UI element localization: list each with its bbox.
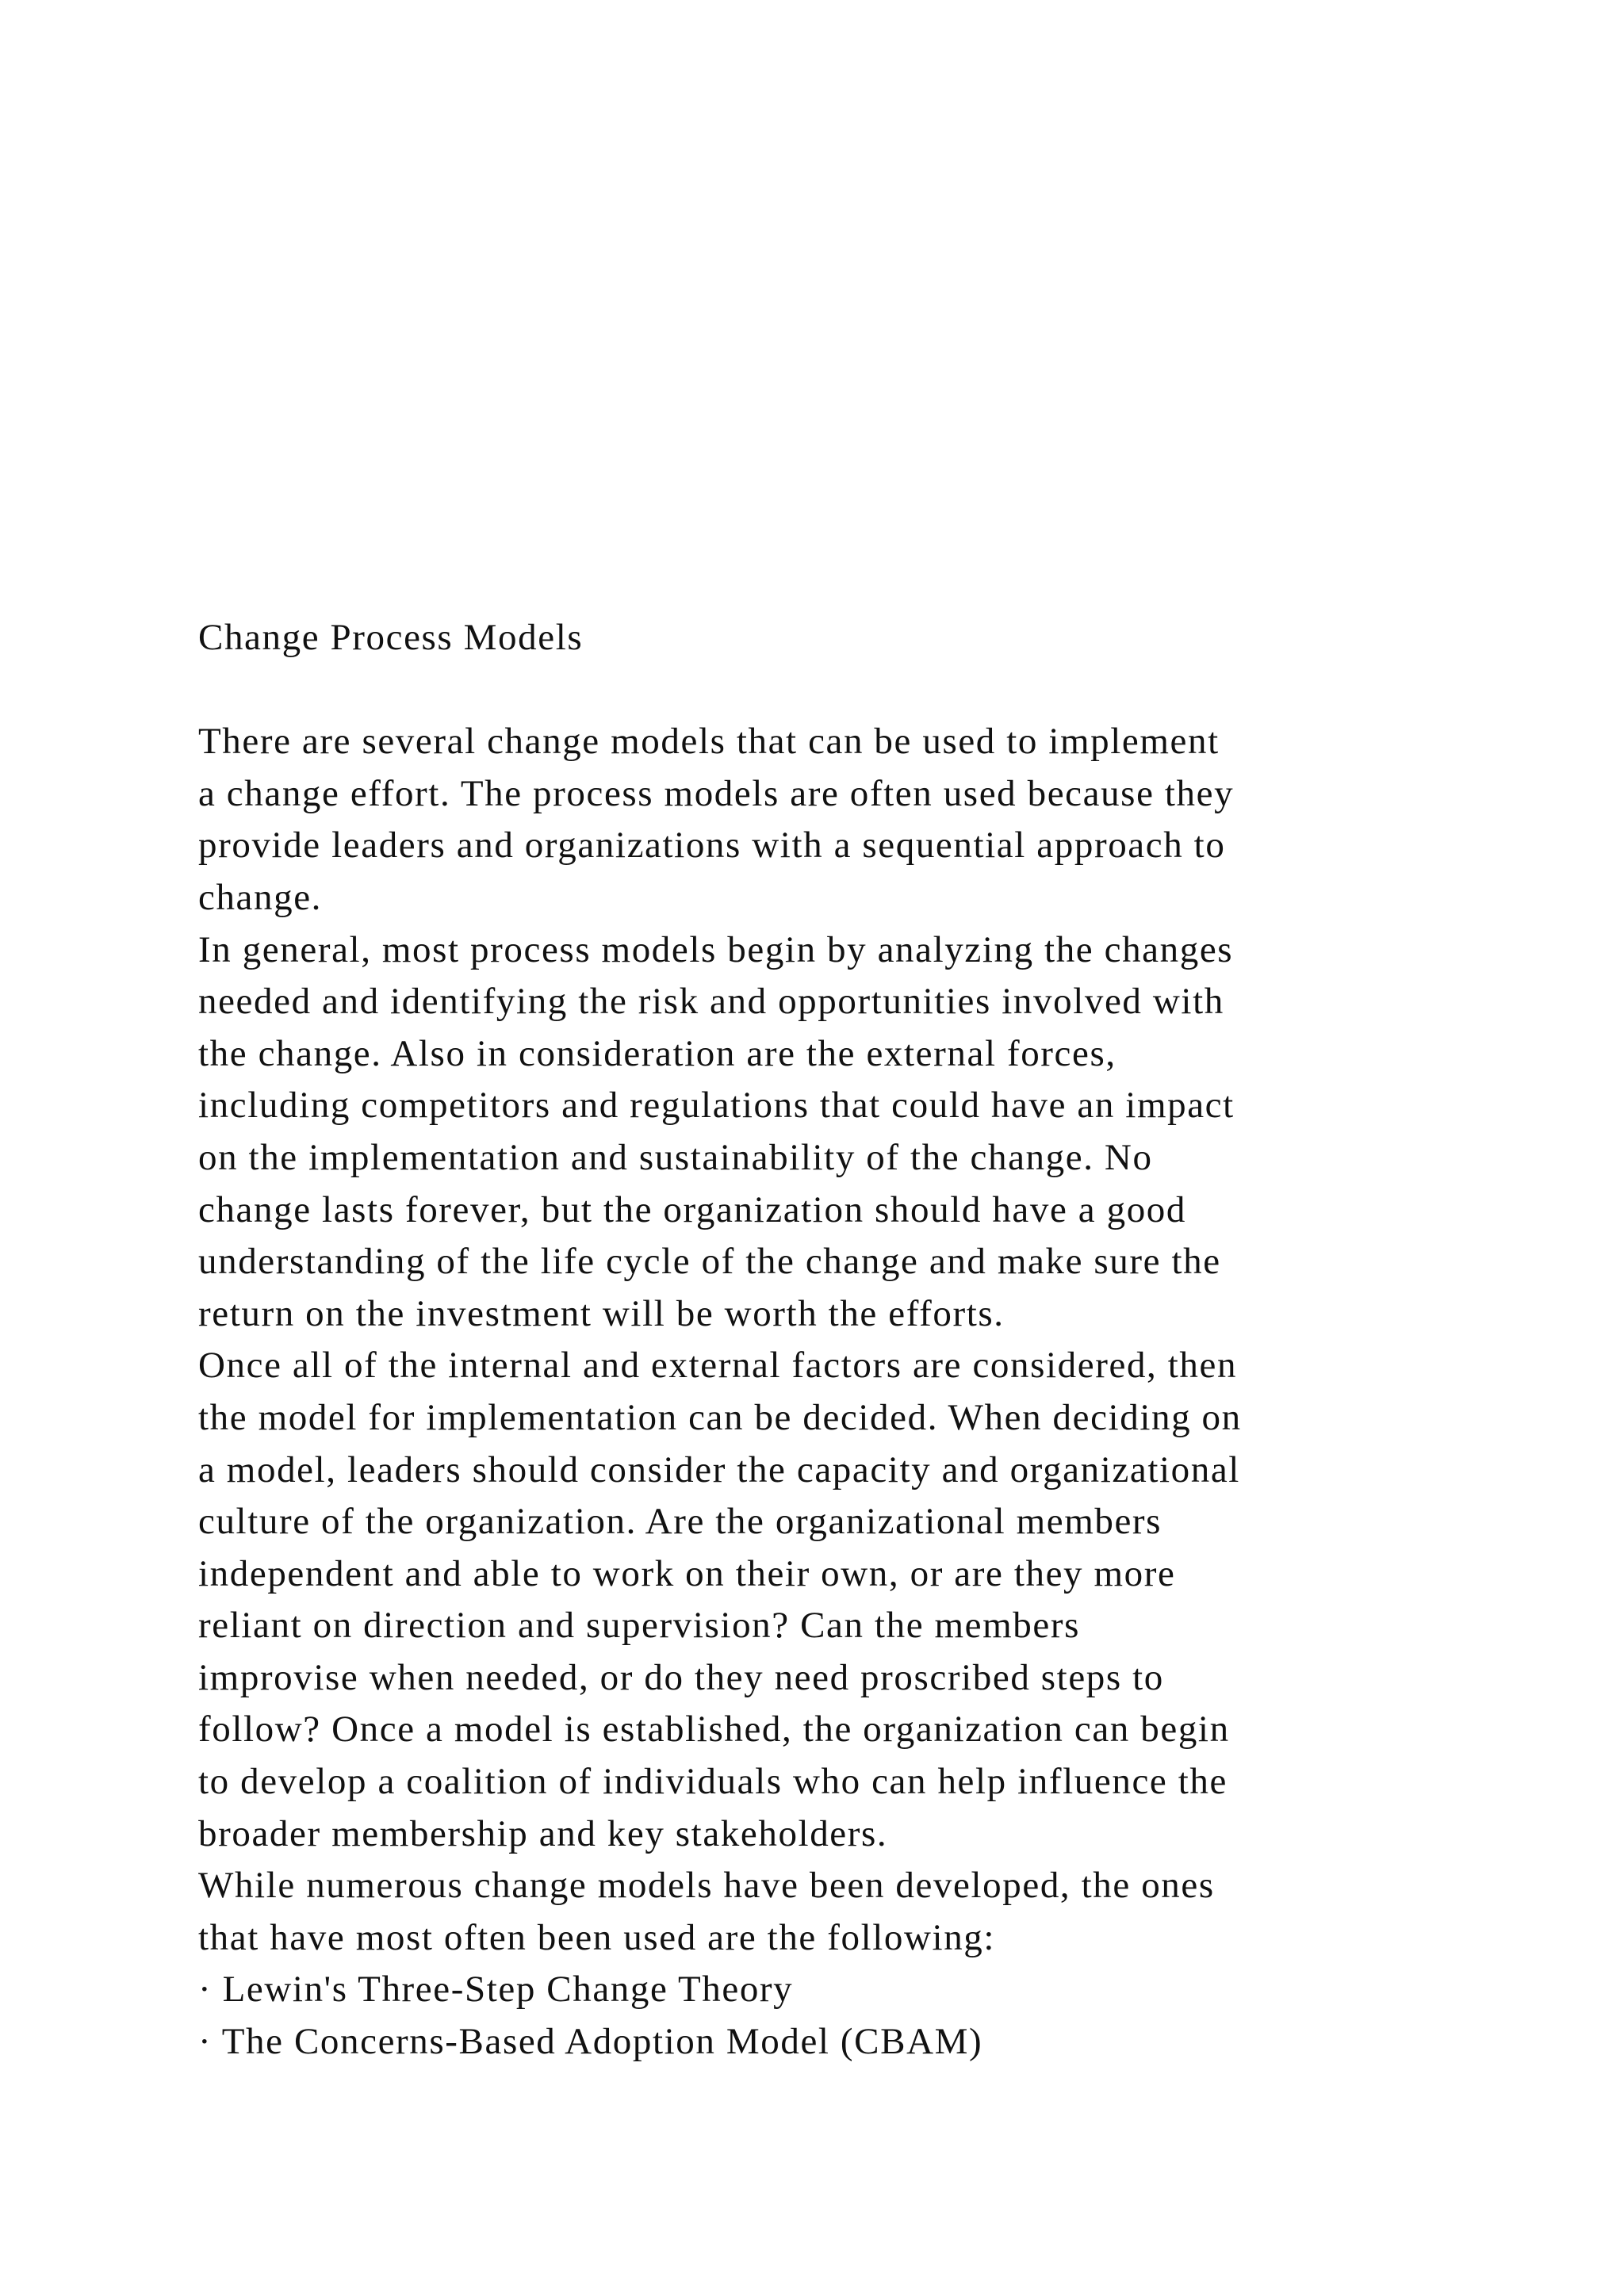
paragraph-line: a model, leaders should consider the capacity and organizational	[198, 1448, 1240, 1490]
paragraph-line: culture of the organization. Are the organizational members	[198, 1501, 1162, 1543]
paragraph-1	[198, 716, 1483, 924]
paragraph-line: In general, most process models begin by analyzing the changes	[198, 928, 1234, 970]
paragraph-line: independent and able to work on their own, or are they more	[198, 1552, 1176, 1594]
paragraph-3	[198, 1340, 1483, 1860]
paragraph-line: that have most often been used are the following:	[198, 1916, 996, 1958]
paragraph-line: reliant on direction and supervision? Can the members	[198, 1605, 1080, 1647]
paragraph-line: provide leaders and organizations with a sequential approach to	[198, 825, 1226, 867]
paragraph-line: Once all of the internal and external factors are considered, then	[198, 1345, 1238, 1387]
paragraph-line: change lasts forever, but the organization should have a good	[198, 1188, 1187, 1230]
paragraph-line: follow? Once a model is established, the organization can begin	[198, 1709, 1230, 1751]
paragraph-line: improvise when needed, or do they need proscribed steps to	[198, 1656, 1164, 1698]
paragraph-line: on the implementation and sustainability of the change. No	[198, 1136, 1153, 1178]
paragraph-line: broader membership and key stakeholders.	[198, 1812, 888, 1854]
paragraph-line: understanding of the life cycle of the change and make sure the	[198, 1241, 1221, 1283]
paragraph-line: needed and identifying the risk and opportunities involved with	[198, 981, 1224, 1023]
list-item: · The Concerns-Based Adoption Model (CBAM)	[198, 2021, 983, 2063]
model-list	[198, 1964, 1483, 2068]
paragraph-line: to develop a coalition of individuals who can help influence the	[198, 1761, 1228, 1803]
paragraph-2	[198, 924, 1483, 1341]
list-item: · Lewin's Three-Step Change Theory	[198, 1969, 794, 2011]
paragraph-4	[198, 1860, 1483, 1964]
paragraph-line: the model for implementation can be decided. When deciding on	[198, 1396, 1242, 1438]
paragraph-line: change.	[198, 876, 323, 918]
document-title: Change Process Models	[198, 617, 584, 658]
document-body	[198, 612, 1483, 2068]
paragraph-line: return on the investment will be worth the efforts.	[198, 1292, 1005, 1334]
paragraph-line: While numerous change models have been developed, the ones	[198, 1865, 1215, 1907]
paragraph-line: the change. Also in consideration are the external forces,	[198, 1032, 1116, 1074]
paragraph-line: a change effort. The process models are often used because they	[198, 772, 1235, 814]
paragraph-line: including competitors and regulations that could have an impact	[198, 1085, 1235, 1127]
blank-line	[198, 664, 1483, 717]
paragraph-line: There are several change models that can be used to implement	[198, 721, 1220, 763]
